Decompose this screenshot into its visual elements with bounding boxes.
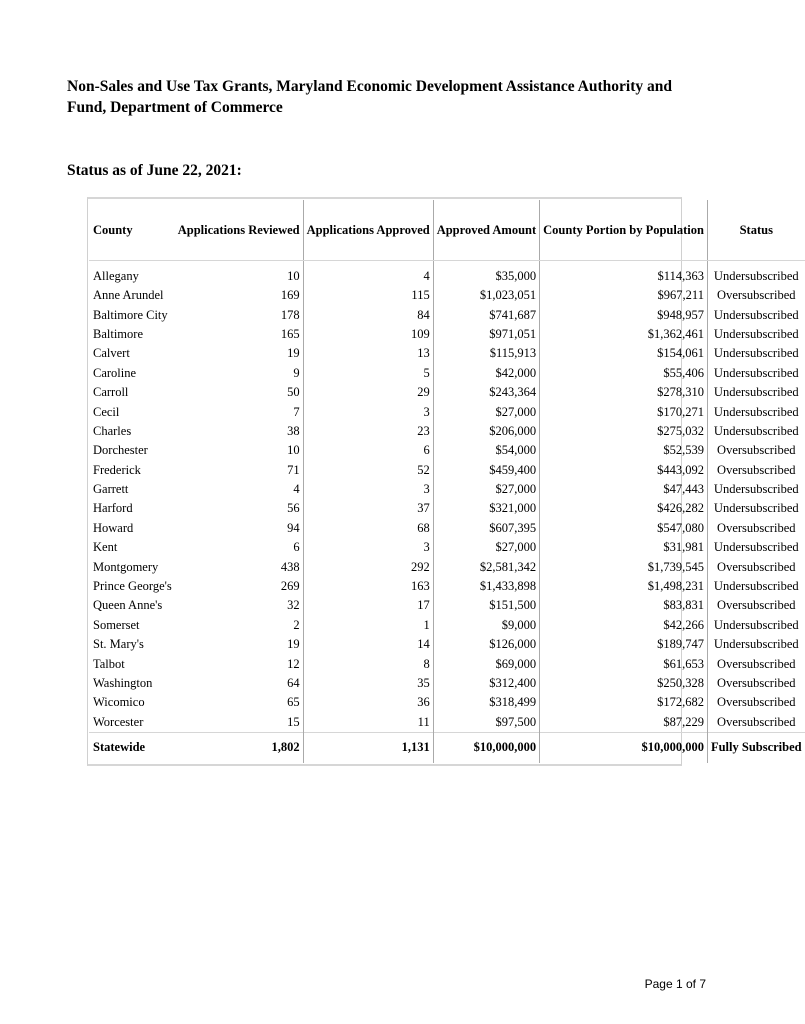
portion-cell: $47,443 [540,480,708,499]
county-cell: St. Mary's [93,637,144,652]
header-county-portion: County Portion by Population [540,200,708,261]
approved-cell: 17 [303,596,433,615]
portion-cell: $87,229 [540,713,708,733]
county-cell: Anne Arundel [93,288,164,303]
table-row [89,577,805,596]
table-row [89,441,805,460]
table-row [89,635,805,654]
status-cell: Oversubscribed [717,676,796,690]
status-cell: Undersubscribed [713,365,799,380]
reviewed-cell: 94 [175,519,303,538]
county-cell: Baltimore [93,326,143,341]
portion-cell: $250,328 [540,674,708,693]
amount-cell: $27,000 [433,538,539,557]
table-row [89,713,805,733]
total-label: Statewide [89,732,175,763]
status-cell: Oversubscribed [717,520,796,535]
amount-cell: $321,000 [433,499,539,518]
amount-cell: $27,000 [433,402,539,421]
amount-cell: $459,400 [433,461,539,480]
amount-cell: $35,000 [433,261,539,287]
status-cell: Undersubscribed [713,326,799,341]
reviewed-cell: 12 [175,654,303,673]
portion-cell: $172,682 [540,693,708,712]
county-cell: Cecil [93,404,120,419]
portion-cell: $189,747 [540,635,708,654]
portion-cell: $948,957 [540,305,708,324]
county-cell: Caroline [93,365,137,380]
approved-cell: 13 [303,344,433,363]
approved-cell: 4 [303,261,433,287]
status-cell: Undersubscribed [713,404,799,419]
table-row [89,305,805,324]
reviewed-cell: 269 [175,577,303,596]
table-row [89,461,805,480]
table-row [89,325,805,344]
table-row [89,344,805,363]
amount-cell: $97,500 [433,713,539,733]
reviewed-cell: 438 [175,557,303,576]
county-cell: Talbot [93,656,125,671]
status-cell: Undersubscribed [713,269,799,283]
status-cell: Undersubscribed [713,307,799,322]
grants-table [89,200,805,763]
county-cell: Frederick [93,462,141,477]
status-cell: Undersubscribed [713,482,799,497]
approved-cell: 52 [303,461,433,480]
county-cell: Dorchester [93,443,148,458]
reviewed-cell: 169 [175,286,303,305]
county-cell: Calvert [93,346,130,361]
amount-cell: $971,051 [433,325,539,344]
amount-cell: $741,687 [433,305,539,324]
status-cell: Oversubscribed [717,559,796,574]
status-cell: Oversubscribed [717,462,796,477]
amount-cell: $1,433,898 [433,577,539,596]
reviewed-cell: 7 [175,402,303,421]
reviewed-cell: 9 [175,364,303,383]
table-row [89,364,805,383]
approved-cell: 14 [303,635,433,654]
table-row [89,519,805,538]
reviewed-cell: 2 [175,616,303,635]
table-header [89,200,805,261]
portion-cell: $55,406 [540,364,708,383]
approved-cell: 163 [303,577,433,596]
amount-cell: $151,500 [433,596,539,615]
amount-cell: $312,400 [433,674,539,693]
statewide-total-row [89,732,805,763]
approved-cell: 115 [303,286,433,305]
portion-cell: $154,061 [540,344,708,363]
reviewed-cell: 64 [175,674,303,693]
reviewed-cell: 56 [175,499,303,518]
table-row [89,261,805,287]
county-cell: Charles [93,423,132,438]
amount-cell: $206,000 [433,422,539,441]
status-cell: Oversubscribed [717,714,796,729]
grants-table-container [87,197,802,766]
table-row [89,616,805,635]
approved-cell: 35 [303,674,433,693]
table-row [89,674,805,693]
portion-cell: $61,653 [540,654,708,673]
reviewed-cell: 10 [175,261,303,287]
table-row [89,480,805,499]
approved-cell: 23 [303,422,433,441]
portion-cell: $42,266 [540,616,708,635]
approved-cell: 6 [303,441,433,460]
amount-cell: $2,581,342 [433,557,539,576]
approved-cell: 84 [303,305,433,324]
total-approved: 1,131 [303,732,433,763]
portion-cell: $1,498,231 [540,577,708,596]
table-row [89,499,805,518]
reviewed-cell: 38 [175,422,303,441]
approved-cell: 5 [303,364,433,383]
county-cell: Garrett [93,482,129,497]
status-cell: Oversubscribed [717,695,796,710]
approved-cell: 68 [303,519,433,538]
header-applications-reviewed: Applications Reviewed [175,200,303,261]
total-portion: $10,000,000 [540,732,708,763]
table-row [89,538,805,557]
portion-cell: $31,981 [540,538,708,557]
portion-cell: $967,211 [540,286,708,305]
status-cell: Undersubscribed [713,637,799,652]
table-row [89,654,805,673]
reviewed-cell: 19 [175,344,303,363]
reviewed-cell: 4 [175,480,303,499]
header-approved-amount: Approved Amount [433,200,539,261]
amount-cell: $69,000 [433,654,539,673]
portion-cell: $426,282 [540,499,708,518]
table-row [89,422,805,441]
table-footer [89,732,805,763]
total-reviewed: 1,802 [175,732,303,763]
status-cell: Undersubscribed [713,385,799,400]
county-cell: Allegany [93,269,139,283]
header-county: County [89,200,175,261]
county-cell: Somerset [93,617,140,632]
status-cell: Undersubscribed [713,423,799,438]
approved-cell: 109 [303,325,433,344]
amount-cell: $607,395 [433,519,539,538]
reviewed-cell: 178 [175,305,303,324]
amount-cell: $115,913 [433,344,539,363]
reviewed-cell: 50 [175,383,303,402]
county-cell: Harford [93,501,133,516]
approved-cell: 8 [303,654,433,673]
reviewed-cell: 165 [175,325,303,344]
county-cell: Baltimore City [93,307,168,322]
county-cell: Montgomery [93,559,159,574]
table-row [89,286,805,305]
reviewed-cell: 10 [175,441,303,460]
status-cell: Oversubscribed [717,288,796,303]
status-date-heading: Status as of June 22, 2021: [67,162,242,179]
status-cell: Undersubscribed [713,501,799,516]
reviewed-cell: 32 [175,596,303,615]
amount-cell: $243,364 [433,383,539,402]
total-amount: $10,000,000 [433,732,539,763]
approved-cell: 3 [303,538,433,557]
portion-cell: $170,271 [540,402,708,421]
status-cell: Undersubscribed [713,579,799,594]
portion-cell: $83,831 [540,596,708,615]
amount-cell: $27,000 [433,480,539,499]
portion-cell: $114,363 [540,261,708,287]
county-cell: Washington [93,676,153,690]
county-cell: Queen Anne's [93,598,163,613]
portion-cell: $443,092 [540,461,708,480]
header-status: Status [707,200,804,261]
status-cell: Undersubscribed [713,346,799,361]
county-cell: Wicomico [93,695,145,710]
county-cell: Prince George's [93,579,172,594]
status-cell: Undersubscribed [713,540,799,555]
approved-cell: 3 [303,480,433,499]
amount-cell: $42,000 [433,364,539,383]
reviewed-cell: 65 [175,693,303,712]
county-cell: Worcester [93,714,144,729]
amount-cell: $1,023,051 [433,286,539,305]
portion-cell: $278,310 [540,383,708,402]
county-cell: Kent [93,540,118,555]
reviewed-cell: 71 [175,461,303,480]
reviewed-cell: 15 [175,713,303,733]
approved-cell: 11 [303,713,433,733]
status-cell: Oversubscribed [717,443,796,458]
table-row [89,693,805,712]
amount-cell: $9,000 [433,616,539,635]
approved-cell: 292 [303,557,433,576]
approved-cell: 36 [303,693,433,712]
table-body [89,261,805,733]
table-row [89,383,805,402]
amount-cell: $318,499 [433,693,539,712]
status-cell: Undersubscribed [713,617,799,632]
approved-cell: 37 [303,499,433,518]
approved-cell: 3 [303,402,433,421]
status-cell: Oversubscribed [717,598,796,613]
county-cell: Carroll [93,385,129,400]
page-number: Page 1 of 7 [644,977,706,991]
header-applications-approved: Applications Approved [303,200,433,261]
approved-cell: 29 [303,383,433,402]
portion-cell: $52,539 [540,441,708,460]
portion-cell: $275,032 [540,422,708,441]
status-cell: Oversubscribed [717,656,796,671]
portion-cell: $1,739,545 [540,557,708,576]
portion-cell: $547,080 [540,519,708,538]
table-row [89,402,805,421]
document-title: Non-Sales and Use Tax Grants, Maryland Economic Development Assistance Authority and Fund, Department of Commerce [67,78,672,116]
reviewed-cell: 19 [175,635,303,654]
reviewed-cell: 6 [175,538,303,557]
table-row [89,596,805,615]
amount-cell: $126,000 [433,635,539,654]
table-row [89,557,805,576]
portion-cell: $1,362,461 [540,325,708,344]
approved-cell: 1 [303,616,433,635]
total-status: Fully Subscribed [707,732,804,763]
county-cell: Howard [93,520,134,535]
amount-cell: $54,000 [433,441,539,460]
